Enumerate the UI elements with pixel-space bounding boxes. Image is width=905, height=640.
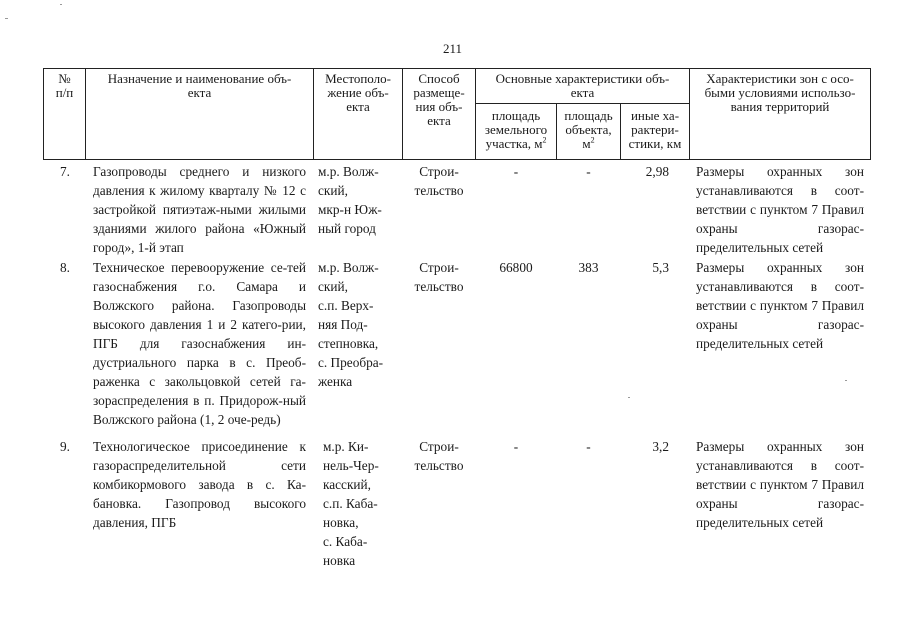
- row-num: 8.: [60, 260, 70, 275]
- row-zones: Размеры охранных зон устанавливаются в соот-ветствии с пунктом 7 Правил охраны газорас-пределительных сетей: [696, 164, 864, 255]
- row-num: 9.: [60, 439, 70, 454]
- scan-speck: [5, 18, 8, 19]
- page-number: 211: [442, 41, 463, 56]
- row-purpose: Газопроводы среднего и низкого давления к жилому кварталу № 12 с застройкой пятиэтаж-ными жилыми зданиями жилого района «Южный город», 1-й этап: [93, 164, 306, 255]
- row-zones: Размеры охранных зон устанавливаются в соот-ветствии с пунктом 7 Правил охраны газорас-пределительных сетей: [696, 439, 864, 530]
- header-land-area: площадь земельного участка, $м^2$: [484, 108, 548, 151]
- row-num: 7.: [60, 164, 70, 179]
- row-other: 2,98: [645, 164, 669, 179]
- header-method: Способ размеще- ния объ- екта: [413, 71, 465, 128]
- row-method: Строи- тельство: [414, 260, 464, 294]
- row-land-area: -: [513, 439, 519, 454]
- row-zones: Размеры охранных зон устанавливаются в соот-ветствии с пунктом 7 Правил охраны газорас-пределительных сетей: [696, 260, 864, 351]
- header-object-area: площадь объекта, $м^2$: [564, 108, 613, 151]
- row-purpose: Техническое перевооружение се-тей газоснабжения г.о. Самара и Волжского района. Газопроводы высокого давления 1 и 2 катего-рии, ПГБ для газоснабжения ин-дустриального парка в с. Преоб-раженка с закольцовкой сетей га-зораспределения в п. Придорож-ный Волжского района (1, 2 оче-редь): [93, 260, 306, 427]
- header-other: иные ха- рактери- стики, км: [628, 108, 682, 151]
- scan-speck: [628, 397, 630, 398]
- scan-speck: [60, 4, 62, 5]
- header-num: № п/п: [55, 71, 74, 100]
- row-location: м.р. Ки- нель-Чер- касский, с.п. Каба- новка, с. Каба- новка: [323, 439, 379, 568]
- row-method: Строи- тельство: [414, 439, 464, 473]
- row-object-area: -: [586, 439, 591, 454]
- row-method: Строи- тельство: [414, 164, 464, 198]
- row-purpose: Технологическое присоединение к газораспределительной сети комбикормового завода в с. Ка-бановка. Газопровод высокого давления, ПГБ: [93, 439, 306, 530]
- header-purpose: Назначение и наименование объ- екта: [107, 71, 292, 100]
- scan-speck: [845, 380, 847, 381]
- row-object-area: -: [586, 164, 591, 179]
- header-zones: Характеристики зон с осо- быми условиями использо- вания территорий: [704, 71, 856, 114]
- row-location: м.р. Волж- ский, с.п. Верх- няя Под- степновка, с. Преобра- женка: [318, 260, 384, 389]
- row-other: 3,2: [652, 439, 669, 454]
- row-land-area: 66800: [499, 260, 533, 275]
- row-location: м.р. Волж- ский, мкр-н Юж- ный город: [318, 164, 382, 236]
- header-main-characteristics: Основные характеристики объ- екта: [495, 71, 670, 100]
- row-object-area: 383: [578, 260, 599, 275]
- row-other: 5,3: [652, 260, 669, 275]
- row-land-area: -: [513, 164, 519, 179]
- header-location: Местополо- жение объ- екта: [325, 71, 391, 114]
